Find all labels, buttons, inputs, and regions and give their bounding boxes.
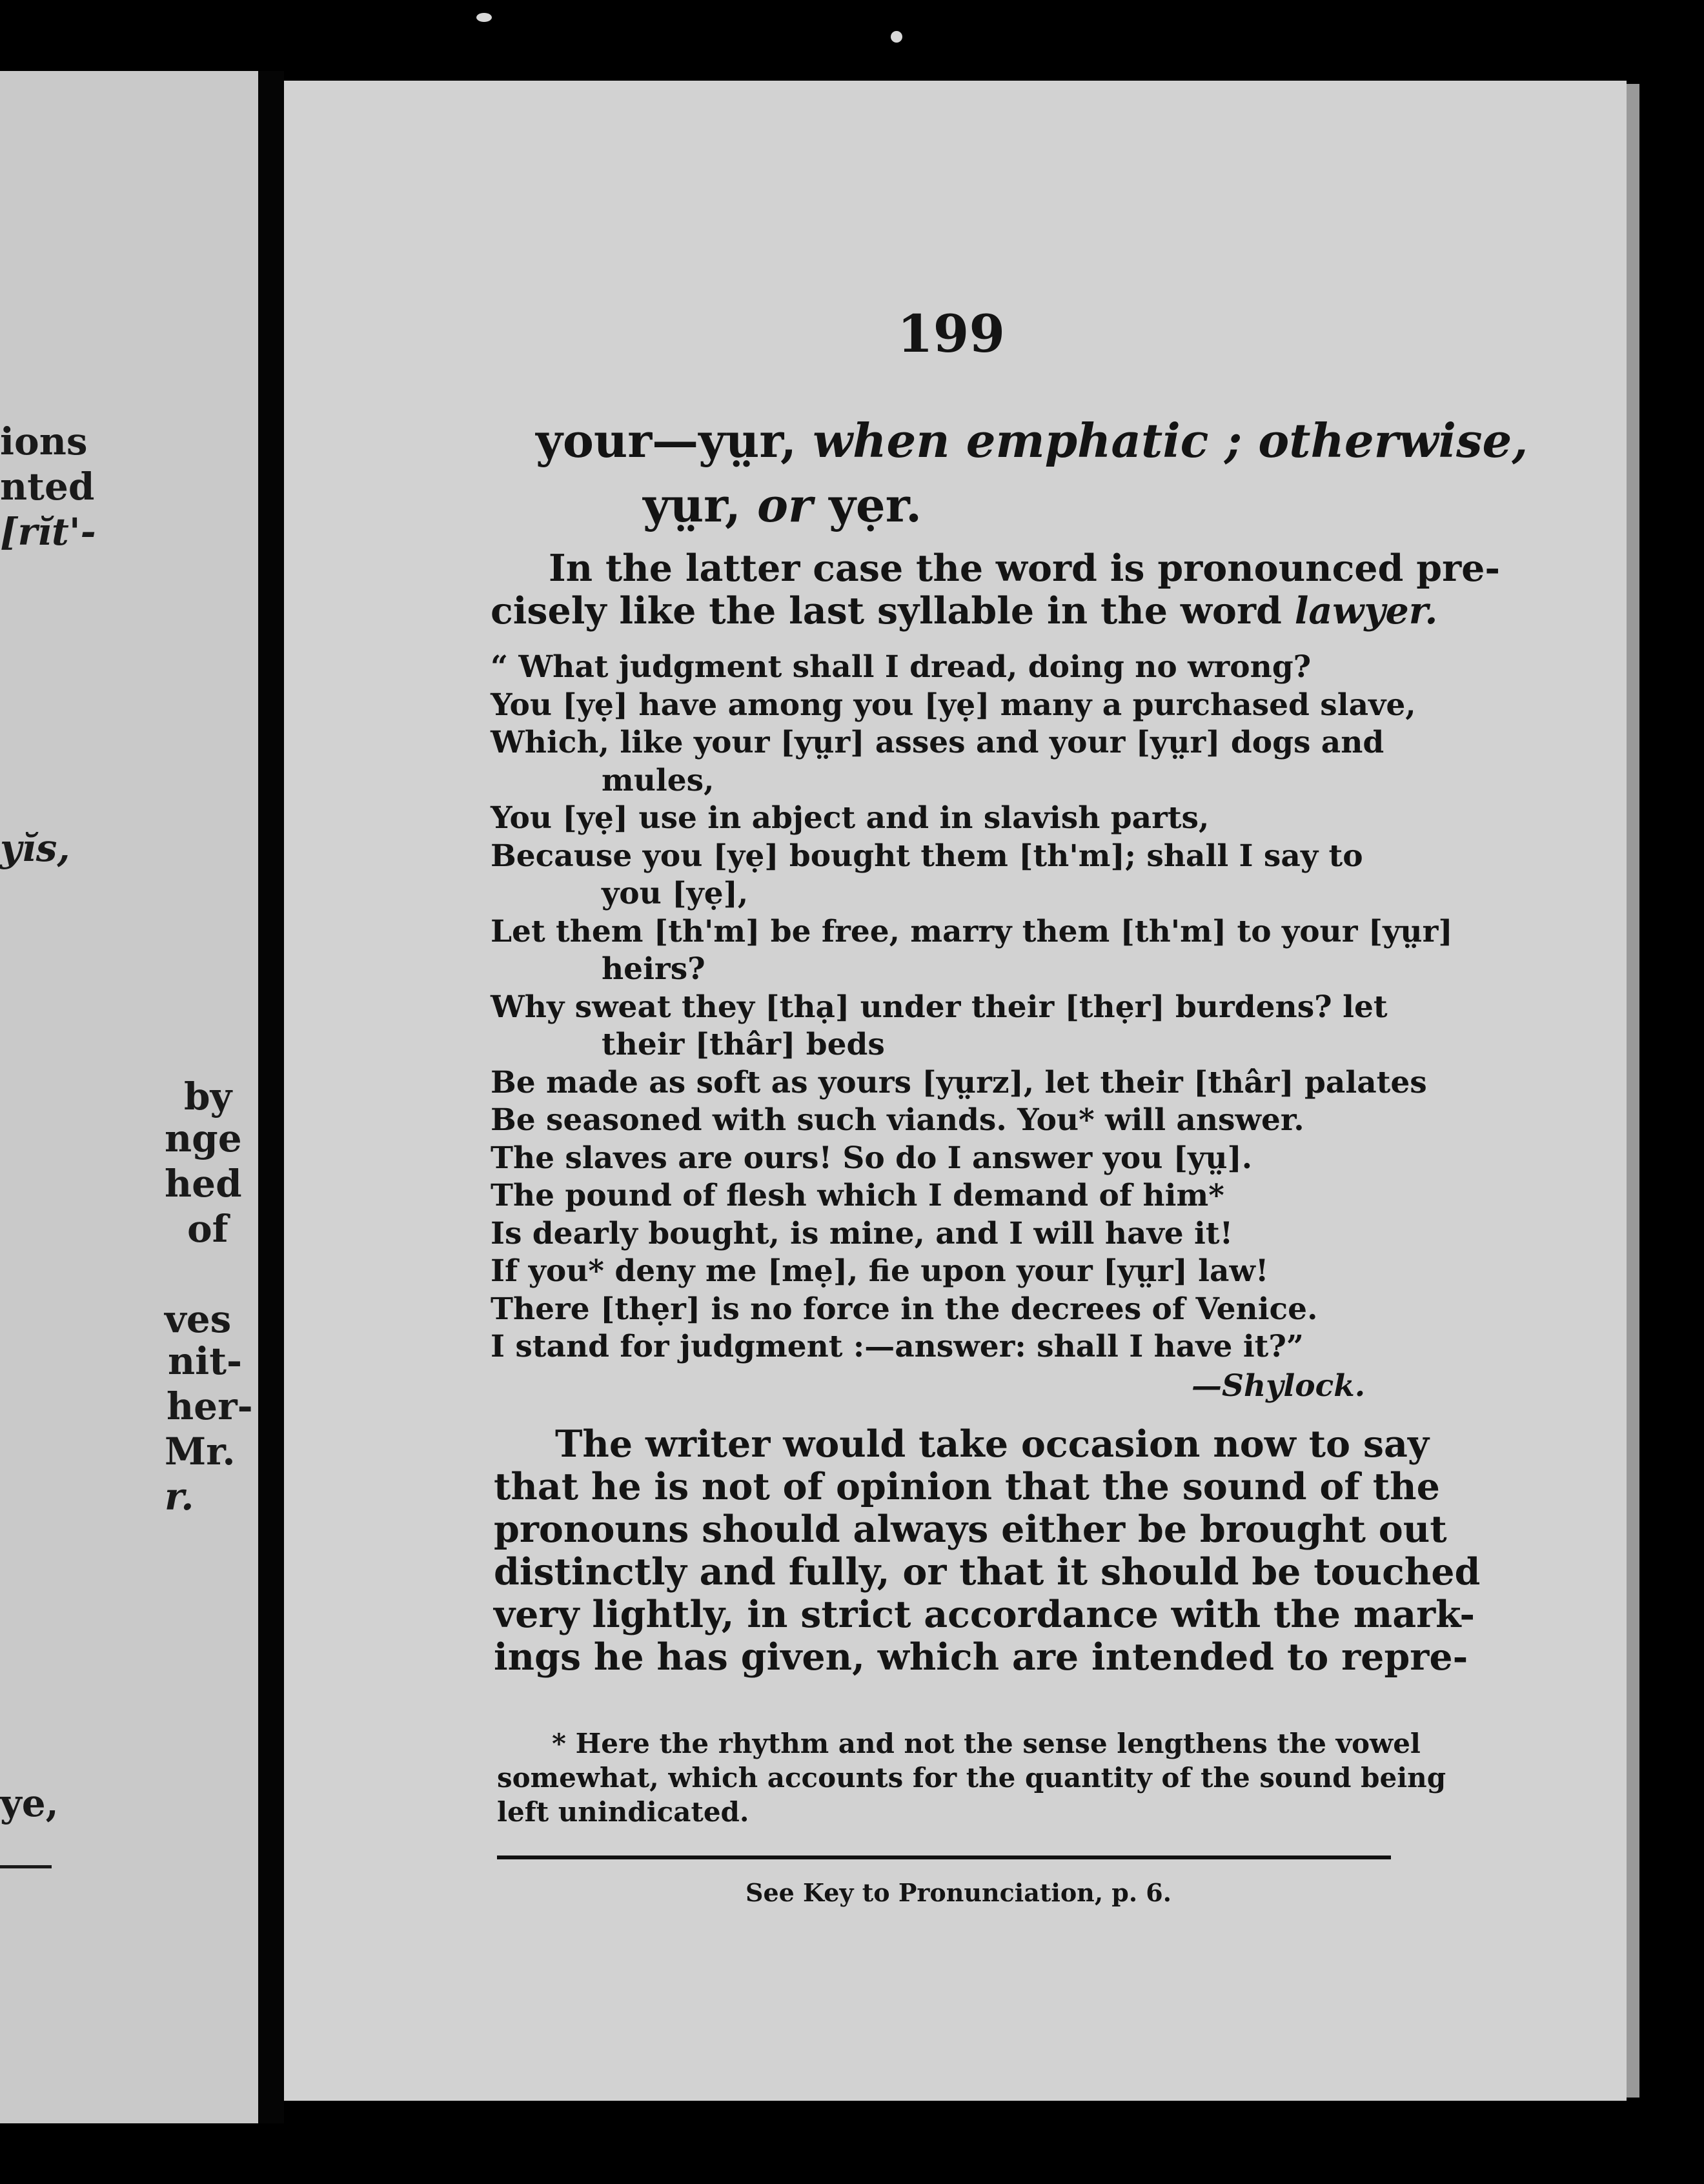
facing-page-fragment: ions [0,420,88,463]
quoted-verse [491,649,1453,1366]
intro-emphasis: lawyer. [1294,589,1438,632]
facing-page-fragment: yĭs, [0,826,70,870]
footnote-line: somewhat, which accounts for the quantity of the sound being [497,1762,1446,1794]
verse-line: Be made as soft as yours [yṳrz], let their [thâr] palates [491,1064,1427,1100]
headword-dash: — [652,413,699,468]
intro-line: cisely like the last syllable in the word [491,589,1282,632]
facing-page-fragment: ye, [0,1781,59,1825]
footnote-line: left unindicated. [497,1796,749,1828]
verse-line: Because you [yẹ] bought them [th'm]; shall I say to [491,838,1363,874]
headword-word: your [536,413,653,468]
verse-line: mules, [602,762,715,798]
headword-note: when emphatic ; [813,413,1242,468]
headword-pronunciation: yṳr, [643,478,741,532]
facing-page-fragment: Mr. [165,1430,236,1473]
body-line: distinctly and fully, or that it should be touched [494,1550,1481,1593]
edge-speck [891,31,902,43]
facing-page-fragment: her- [167,1384,253,1428]
body-line: pronouns should always either be brought out [494,1508,1447,1551]
facing-page [0,71,258,2123]
verse-line: “ What judgment shall I dread, doing no wrong? [491,649,1312,685]
facing-page-fragment: nge [165,1117,242,1160]
verse-line: There [thẹr] is no force in the decrees of Venice. [491,1291,1318,1327]
verse-line: Why sweat they [thạ] under their [thẹr] burdens? let [491,989,1388,1025]
verse-line: You [yẹ] have among you [yẹ] many a purchased slave, [491,687,1416,723]
verse-line: Be seasoned with such viands. You* will answer. [491,1102,1304,1138]
facing-page-rule [0,1865,52,1868]
verse-line: Is dearly bought, is mine, and I will have it! [491,1215,1233,1251]
body-paragraph [494,1423,1480,1679]
body-line: very lightly, in strict accordance with the mark- [494,1593,1476,1636]
headword-pronunciation: yṳr, [698,413,797,468]
facing-page-fragment: r. [165,1475,194,1519]
facing-page-fragment: hed [165,1162,242,1206]
headword-pronunciation: yẹr. [829,478,922,532]
facing-page-fragment: of [187,1207,228,1251]
body-line: The writer would take occasion now to say [555,1422,1430,1466]
verse-line: The pound of flesh which I demand of him* [491,1178,1224,1213]
body-line: that he is not of opinion that the sound of the [494,1465,1440,1508]
verse-line: heirs? [602,951,705,987]
entry-headword [536,413,1528,468]
footnote [497,1726,1446,1829]
edge-speck [476,13,492,22]
facing-page-fragment: [rĭt'- [0,510,96,554]
intro-paragraph-line-2 [491,590,1437,632]
footer-rule [497,1855,1391,1859]
body-line: ings he has given, which are intended to repre- [494,1635,1468,1679]
verse-attribution: —Shylock. [1192,1368,1366,1404]
verse-line: Let them [th'm] be free, marry them [th'm] to your [yṳr] [491,913,1453,949]
headword-note: or [757,478,813,532]
page-number: 199 [897,303,1005,364]
verse-line: you [yẹ], [602,876,749,911]
verse-line: If you* deny me [mẹ], fie upon your [yṳr] law! [491,1253,1269,1289]
verse-line: I stand for judgment :—answer: shall I have it?” [491,1329,1304,1364]
facing-page-fragment: by [184,1075,232,1118]
verse-line: Which, like your [yṳr] asses and your [yṳr] dogs and [491,725,1384,760]
page-edge [1627,84,1639,2098]
entry-headword-continued [643,478,922,532]
facing-page-fragment: nted [0,465,95,509]
footnote-line: * Here the rhythm and not the sense lengthens the vowel [552,1728,1421,1759]
pronunciation-key-note: See Key to Pronunciation, p. 6. [746,1878,1172,1907]
verse-line: their [thâr] beds [602,1027,885,1062]
book-gutter [258,71,284,2123]
facing-page-fragment: ves [165,1297,232,1341]
intro-line: In the latter case the word is pronounced pre- [549,547,1501,590]
verse-line: The slaves are ours! So do I answer you [yṳ]. [491,1140,1253,1176]
headword-note: otherwise, [1258,413,1528,468]
verse-line: You [yẹ] use in abject and in slavish parts, [491,800,1210,836]
intro-paragraph [549,547,1500,590]
facing-page-fragment: nit- [168,1339,243,1383]
